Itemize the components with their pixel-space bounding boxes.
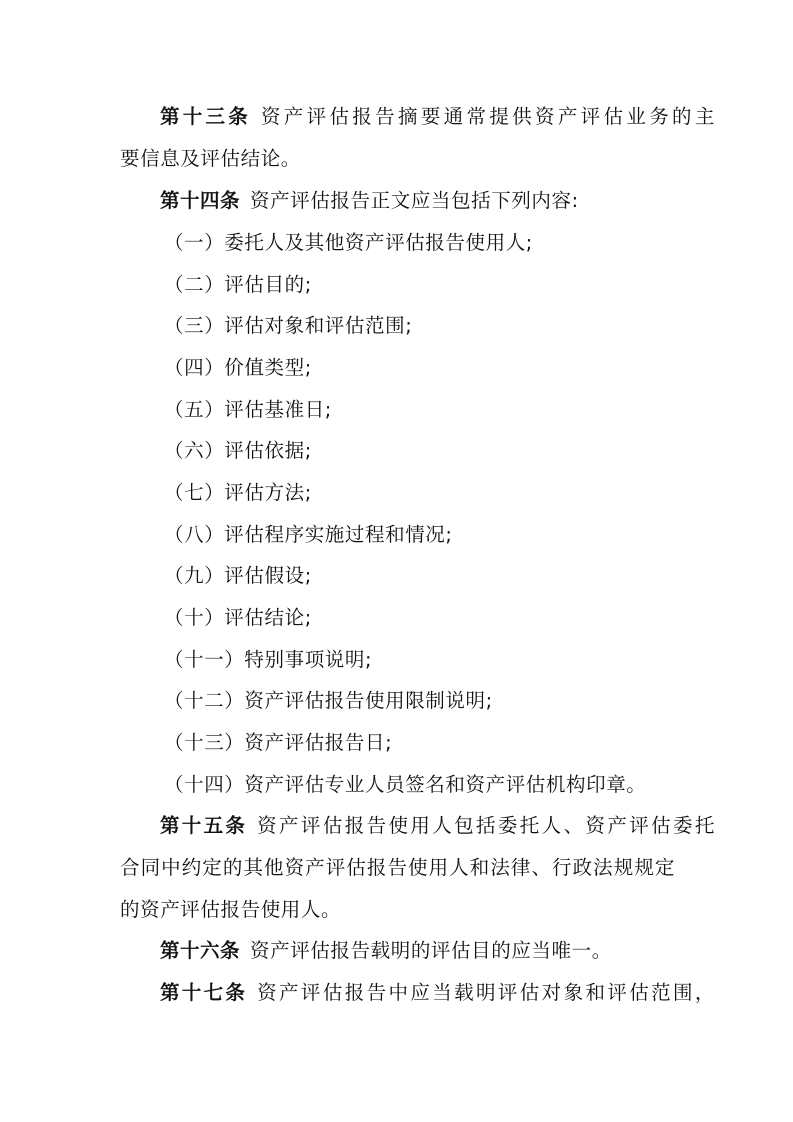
article-13-heading: 第十三条 <box>160 105 251 128</box>
list-item: （六）评估依据; <box>164 439 312 462</box>
list-item: （九）评估假设; <box>164 564 312 587</box>
article-15-line-2: 合同中约定的其他资产评估报告使用人和法律、行政法规规定 <box>120 856 675 879</box>
article-15-line-1 <box>160 813 715 839</box>
article-17-line-1 <box>160 980 715 1006</box>
article-13-text-1: 资产评估报告摘要通常提供资产评估业务的主 <box>260 105 715 128</box>
list-item: （十四）资产评估专业人员签名和资产评估机构印章。 <box>164 773 647 796</box>
article-15-line-3: 的资产评估报告使用人。 <box>120 898 342 921</box>
list-item: （七）评估方法; <box>164 481 312 504</box>
list-item: （二）评估目的; <box>164 273 312 296</box>
list-item: （十一）特别事项说明; <box>164 648 373 671</box>
article-13-line-2: 要信息及评估结论。 <box>120 147 301 170</box>
list-item: （四）价值类型; <box>164 356 312 379</box>
article-14-line-1 <box>160 188 715 214</box>
article-14-heading: 第十四条 <box>160 189 241 212</box>
article-13-line-1 <box>160 104 715 130</box>
list-item: （一）委托人及其他资产评估报告使用人; <box>164 231 533 254</box>
article-16-heading: 第十六条 <box>160 939 241 962</box>
article-17-heading: 第十七条 <box>160 981 248 1004</box>
list-item: （五）评估基准日; <box>164 398 332 421</box>
article-15-text-1: 资产评估报告使用人包括委托人、资产评估委托 <box>257 814 715 837</box>
list-item: （三）评估对象和评估范围; <box>164 314 413 337</box>
article-16-line-1 <box>160 938 715 964</box>
list-item: （十）评估结论; <box>164 606 312 629</box>
article-14-text-1: 资产评估报告正文应当包括下列内容: <box>250 189 579 212</box>
list-item: （八）评估程序实施过程和情况; <box>164 523 453 546</box>
article-15-heading: 第十五条 <box>160 814 248 837</box>
list-item: （十三）资产评估报告日; <box>164 731 393 754</box>
article-16-text-1: 资产评估报告载明的评估目的应当唯一。 <box>250 939 612 962</box>
list-item: （十二）资产评估报告使用限制说明; <box>164 689 493 712</box>
article-17-text-1: 资产评估报告中应当载明评估对象和评估范围， <box>257 981 715 1004</box>
